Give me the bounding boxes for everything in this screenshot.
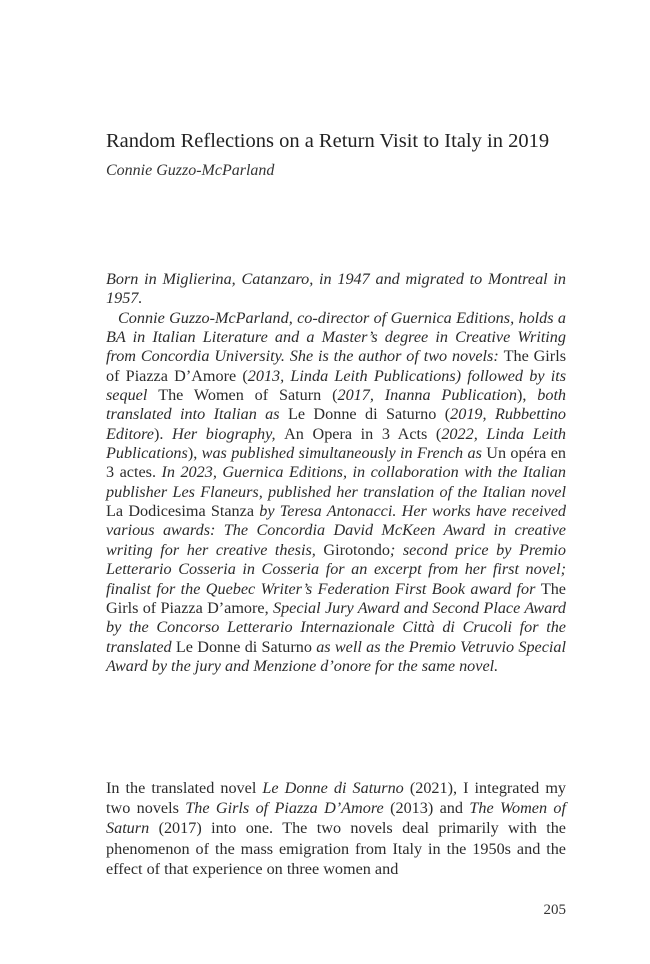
text-run: ), [187, 444, 202, 463]
text-run: Her biography, [172, 424, 285, 443]
text-run: 2019, Rubbettino Editore [106, 405, 566, 443]
text-run: ( [436, 405, 451, 424]
text-run: Connie Guzzo-McParland, co-director of Guernica Editions, holds a BA in Italian Literature and a Master’s degree in Creative Writing from Concordia University. She is the author of two novels: [106, 308, 566, 366]
text-run: In the translated novel [106, 779, 263, 797]
text-run: as well as the Premio Vetruvio Special Award by the jury and Menzione d’onore for the same novel. [106, 637, 566, 675]
text-run: The Women of Saturn [158, 386, 322, 405]
text-run: both translated into Italian as [106, 386, 567, 424]
text-run: La Dodicesima Stanza [106, 502, 255, 521]
text-run: ; second price by Premio Letterario Cosseria in Cosseria for an excerpt from her first novel; finalist for the Quebec Writer’s Federation First Book award for [106, 540, 566, 598]
text-run: 2022, Linda Leith Publications [106, 424, 567, 463]
text-run: The Girls of Piazza D’Amore [106, 347, 566, 385]
text-run: Le Donne di Saturno [287, 405, 437, 424]
text-run: by Teresa Antonacci. Her works have received various awards: The Concordia David McKeen Award in creative writing for her creative thesis, [106, 502, 566, 559]
bio-paragraph-career [106, 309, 566, 677]
chapter-title: Random Reflections on a Return Visit to Italy in 2019 [106, 130, 550, 152]
text-run: The Girls of Piazza D’amore [106, 579, 566, 617]
chapter-author: Connie Guzzo-McParland [106, 162, 275, 179]
text-run: was published simultaneously in French as [201, 444, 487, 463]
text-run: (2013) and [383, 799, 470, 818]
text-run: (2017) into one. The two novels deal primarily with the phenomenon of the mass emigration from Italy in the 1950s and the effect of that experience on three women and [106, 819, 566, 878]
page-number: 205 [543, 902, 566, 918]
text-run: An Opera in 3 Acts [284, 424, 428, 443]
bio-paragraph-birth: Born in Miglierina, Catanzaro, in 1947 and migrated to Montreal in 1957. [106, 270, 566, 308]
text-run: Girotondo [323, 540, 390, 559]
text-run: (2021), I integrated my two novels [106, 779, 567, 818]
text-run: Le Donne di Saturno [262, 779, 404, 797]
text-run: ( [427, 424, 442, 443]
text-run: ( [321, 386, 338, 405]
text-run: . [151, 463, 162, 482]
author-bio [106, 270, 566, 676]
text-run: Special Jury Award and Second Place Award by the Concorso Letterario Internazionale Città di Crucoli for the translated [106, 598, 566, 656]
body-text [106, 778, 566, 879]
text-run: Un opéra en 3 actes [106, 444, 566, 482]
text-run: Le Donne di Saturno [175, 637, 312, 656]
body-paragraph [106, 778, 566, 879]
text-run: In 2023, Guernica Editions, in collaboration with the Italian publisher Les Flaneurs, published her translation of the Italian novel [106, 463, 566, 501]
text-run: The Girls of Piazza D’Amore [185, 799, 384, 818]
text-run: ), [516, 386, 538, 405]
text-run: , [264, 598, 273, 617]
text-run: ( [236, 366, 248, 385]
text-run: The Women of Saturn [106, 799, 567, 838]
text-run: 2013, Linda Leith Publications) followed by its sequel [106, 366, 567, 405]
text-run: 2017, Inanna Publication [337, 386, 517, 405]
text-run: ). [153, 424, 173, 443]
